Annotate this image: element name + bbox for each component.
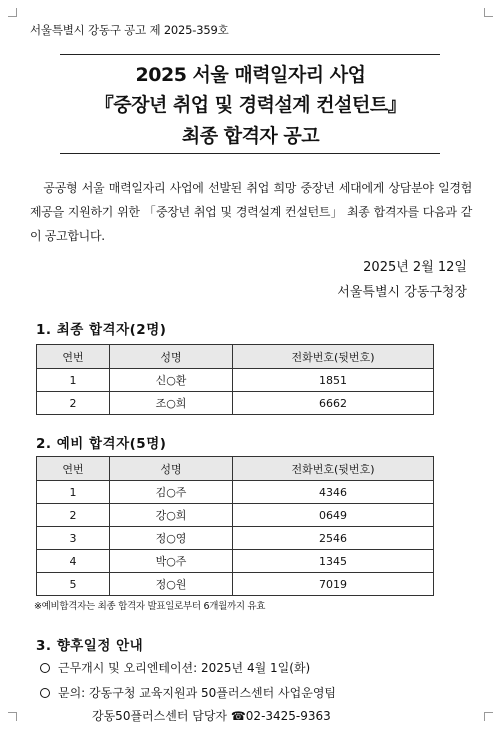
column-header: 전화번호(뒷번호) xyxy=(233,457,434,481)
table-cell: 4346 xyxy=(233,481,434,504)
reserve-passers-table xyxy=(36,456,434,596)
title-top-rule xyxy=(60,54,440,55)
table-cell: 박○주 xyxy=(110,550,233,573)
circle-bullet-icon xyxy=(40,688,50,698)
page-corner-mark xyxy=(8,712,17,721)
notice-number: 서울특별시 강동구 공고 제 2025-359호 xyxy=(30,23,229,37)
column-header: 성명 xyxy=(110,457,233,481)
table-cell: 6662 xyxy=(233,392,434,415)
column-header: 연번 xyxy=(37,457,110,481)
table-cell: 3 xyxy=(37,527,110,550)
table-cell: 신○환 xyxy=(110,369,233,392)
reserve-validity-note: ※예비합격자는 최종 합격자 발표일로부터 6개월까지 유효 xyxy=(34,601,266,612)
title-bottom-rule xyxy=(60,153,440,154)
contact-item xyxy=(40,684,336,701)
table-cell: 2 xyxy=(37,392,110,415)
table-row xyxy=(37,369,434,392)
table-cell: 정○영 xyxy=(110,527,233,550)
intro-paragraph xyxy=(30,176,472,248)
contact-item-text: 문의: 강동구청 교육지원과 50플러스센터 사업운영팀 xyxy=(58,686,337,700)
table-cell: 7019 xyxy=(233,573,434,596)
schedule-item-text: 근무개시 및 오리엔테이션: 2025년 4월 1일(화) xyxy=(58,661,311,675)
table-cell: 강○희 xyxy=(110,504,233,527)
table-cell: 0649 xyxy=(233,504,434,527)
table-cell: 1 xyxy=(37,369,110,392)
table-cell: 1851 xyxy=(233,369,434,392)
table-cell: 2546 xyxy=(233,527,434,550)
intro-text: 공공형 서울 매력일자리 사업에 선발된 취업 희망 중장년 세대에게 상담분야 일경험 제공을 지원하기 위한 「중장년 취업 및 경력설계 컨설턴트」 최종 합격자를 다음과 같이 공고합니다. xyxy=(30,181,473,243)
title-line-2: 『중장년 취업 및 경력설계 컨설턴트』 xyxy=(94,94,407,116)
page-corner-mark xyxy=(484,8,493,17)
contact-detail xyxy=(92,707,331,724)
table-row xyxy=(37,550,434,573)
section-3-title: 3. 향후일정 안내 xyxy=(36,638,144,654)
notice-date: 2025년 2월 12일 xyxy=(363,260,467,275)
table-cell: 정○원 xyxy=(110,573,233,596)
table-cell: 4 xyxy=(37,550,110,573)
column-header: 전화번호(뒷번호) xyxy=(233,345,434,369)
table-row xyxy=(37,527,434,550)
section-2-title: 2. 예비 합격자(5명) xyxy=(36,436,167,452)
section-1-title: 1. 최종 합격자(2명) xyxy=(36,322,167,338)
column-header: 성명 xyxy=(110,345,233,369)
phone-icon: ☎ xyxy=(230,709,246,723)
circle-bullet-icon xyxy=(40,663,50,673)
schedule-item xyxy=(40,659,310,676)
table-cell: 5 xyxy=(37,573,110,596)
table-row xyxy=(37,392,434,415)
final-passers-table xyxy=(36,344,434,415)
issuer: 서울특별시 강동구청장 xyxy=(337,285,467,300)
title-line-3: 최종 합격자 공고 xyxy=(181,125,320,147)
table-cell: 김○주 xyxy=(110,481,233,504)
title-line-1: 2025 서울 매력일자리 사업 xyxy=(135,64,366,86)
contact-person-text: 강동50플러스센터 담당자 xyxy=(92,709,228,723)
page-corner-mark xyxy=(484,712,493,721)
table-row xyxy=(37,573,434,596)
table-cell: 1345 xyxy=(233,550,434,573)
table-row xyxy=(37,481,434,504)
table-cell: 1 xyxy=(37,481,110,504)
table-cell: 조○희 xyxy=(110,392,233,415)
table-header-row xyxy=(37,345,434,369)
page-corner-mark xyxy=(8,8,17,17)
table-row xyxy=(37,504,434,527)
table-cell: 2 xyxy=(37,504,110,527)
phone-number: 02-3425-9363 xyxy=(245,709,331,723)
column-header: 연번 xyxy=(37,345,110,369)
table-header-row xyxy=(37,457,434,481)
